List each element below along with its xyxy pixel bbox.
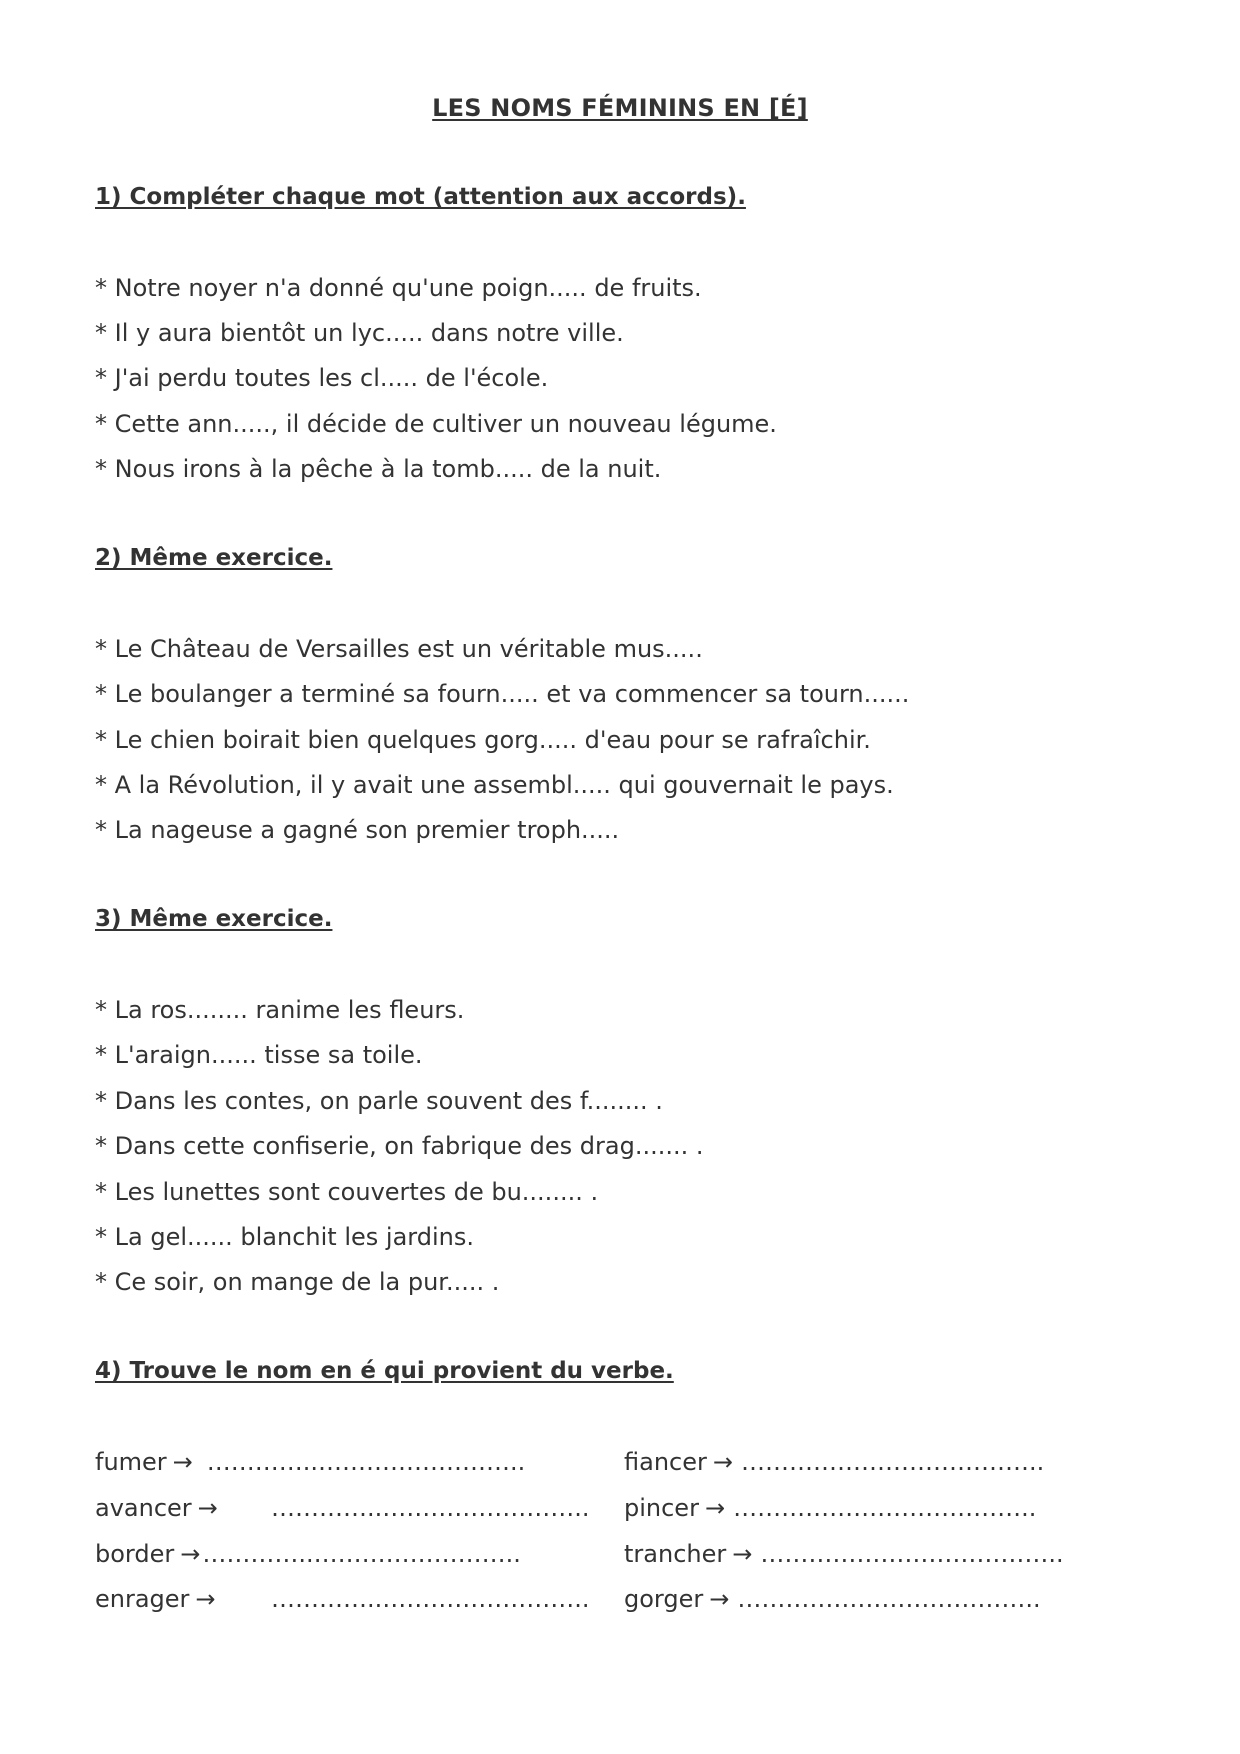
verb-row [95,1494,218,1522]
answer-blank: …………..…………………….. [202,1540,521,1568]
arrow-icon: → [712,1448,733,1476]
answer-blank: ……………………………….. [740,1448,1045,1476]
page-title: LES NOMS FÉMININS EN [É] [432,94,808,122]
verb-row [624,1585,1041,1613]
answer-blank: …………..…………………….. [271,1585,590,1613]
answer-blank: …………..…………………….. [206,1448,526,1476]
arrow-icon: → [709,1585,730,1613]
verb-row [95,1585,216,1613]
exercise-line: * La nageuse a gagné son premier troph..... [95,816,620,844]
verb-label: gorger [624,1585,704,1613]
answer-blank: …………..…………………….. [271,1494,590,1522]
arrow-icon: → [704,1494,726,1522]
verb-row [95,1540,521,1568]
verb-label: fiancer [624,1448,707,1476]
exercise-line: * Nous irons à la pêche à la tomb..... de la nuit. [95,455,662,483]
exercise-line: * A la Révolution, il y avait une assembl..... qui gouvernait le pays. [95,771,894,799]
arrow-icon: → [732,1540,753,1568]
exercise-line: * J'ai perdu toutes les cl..... de l'école. [95,364,549,392]
exercise-line: * La ros........ ranime les fleurs. [95,996,465,1024]
exercise-line: * L'araign...... tisse sa toile. [95,1041,423,1069]
verb-row [95,1448,525,1476]
answer-blank: ……………………………….. [737,1585,1041,1613]
arrow-icon: → [195,1585,216,1613]
exercise-line: * Le chien boirait bien quelques gorg..... d'eau pour se rafraîchir. [95,726,871,754]
verb-label: border [95,1540,175,1568]
exercise-line: * Ce soir, on mange de la pur..... . [95,1268,500,1296]
exercise-line: * Le Château de Versailles est un véritable mus..... [95,635,703,663]
answer-blank: ……………………………….. [760,1540,1064,1568]
section-2-heading: 2) Même exercice. [95,545,333,571]
exercise-line: * Le boulanger a terminé sa fourn..... et va commencer sa tourn...... [95,680,910,708]
section-1-heading: 1) Compléter chaque mot (attention aux accords). [95,184,746,210]
verb-label: avancer [95,1494,192,1522]
exercise-line: * Dans cette confiserie, on fabrique des drag....... . [95,1132,704,1160]
verb-row [624,1448,1044,1476]
answer-blank: ……………………………….. [733,1494,1037,1522]
exercise-line: * Cette ann....., il décide de cultiver un nouveau légume. [95,410,777,438]
exercise-line: * Il y aura bientôt un lyc..... dans notre ville. [95,319,624,347]
exercise-line: * La gel...... blanchit les jardins. [95,1223,474,1251]
arrow-icon: → [197,1494,218,1522]
exercise-line: * Dans les contes, on parle souvent des f........ . [95,1087,663,1115]
verb-label: pincer [624,1494,699,1522]
verb-row [624,1494,1036,1522]
verb-label: trancher [624,1540,727,1568]
verb-row [624,1540,1064,1568]
verb-label: enrager [95,1585,190,1613]
exercise-line: * Les lunettes sont couvertes de bu........ . [95,1178,599,1206]
arrow-icon: → [180,1540,201,1568]
section-4-heading: 4) Trouve le nom en é qui provient du verbe. [95,1358,674,1384]
section-3-heading: 3) Même exercice. [95,906,333,932]
exercise-line: * Notre noyer n'a donné qu'une poign..... de fruits. [95,274,702,302]
verb-label: fumer [95,1448,167,1476]
arrow-icon: → [172,1448,193,1476]
